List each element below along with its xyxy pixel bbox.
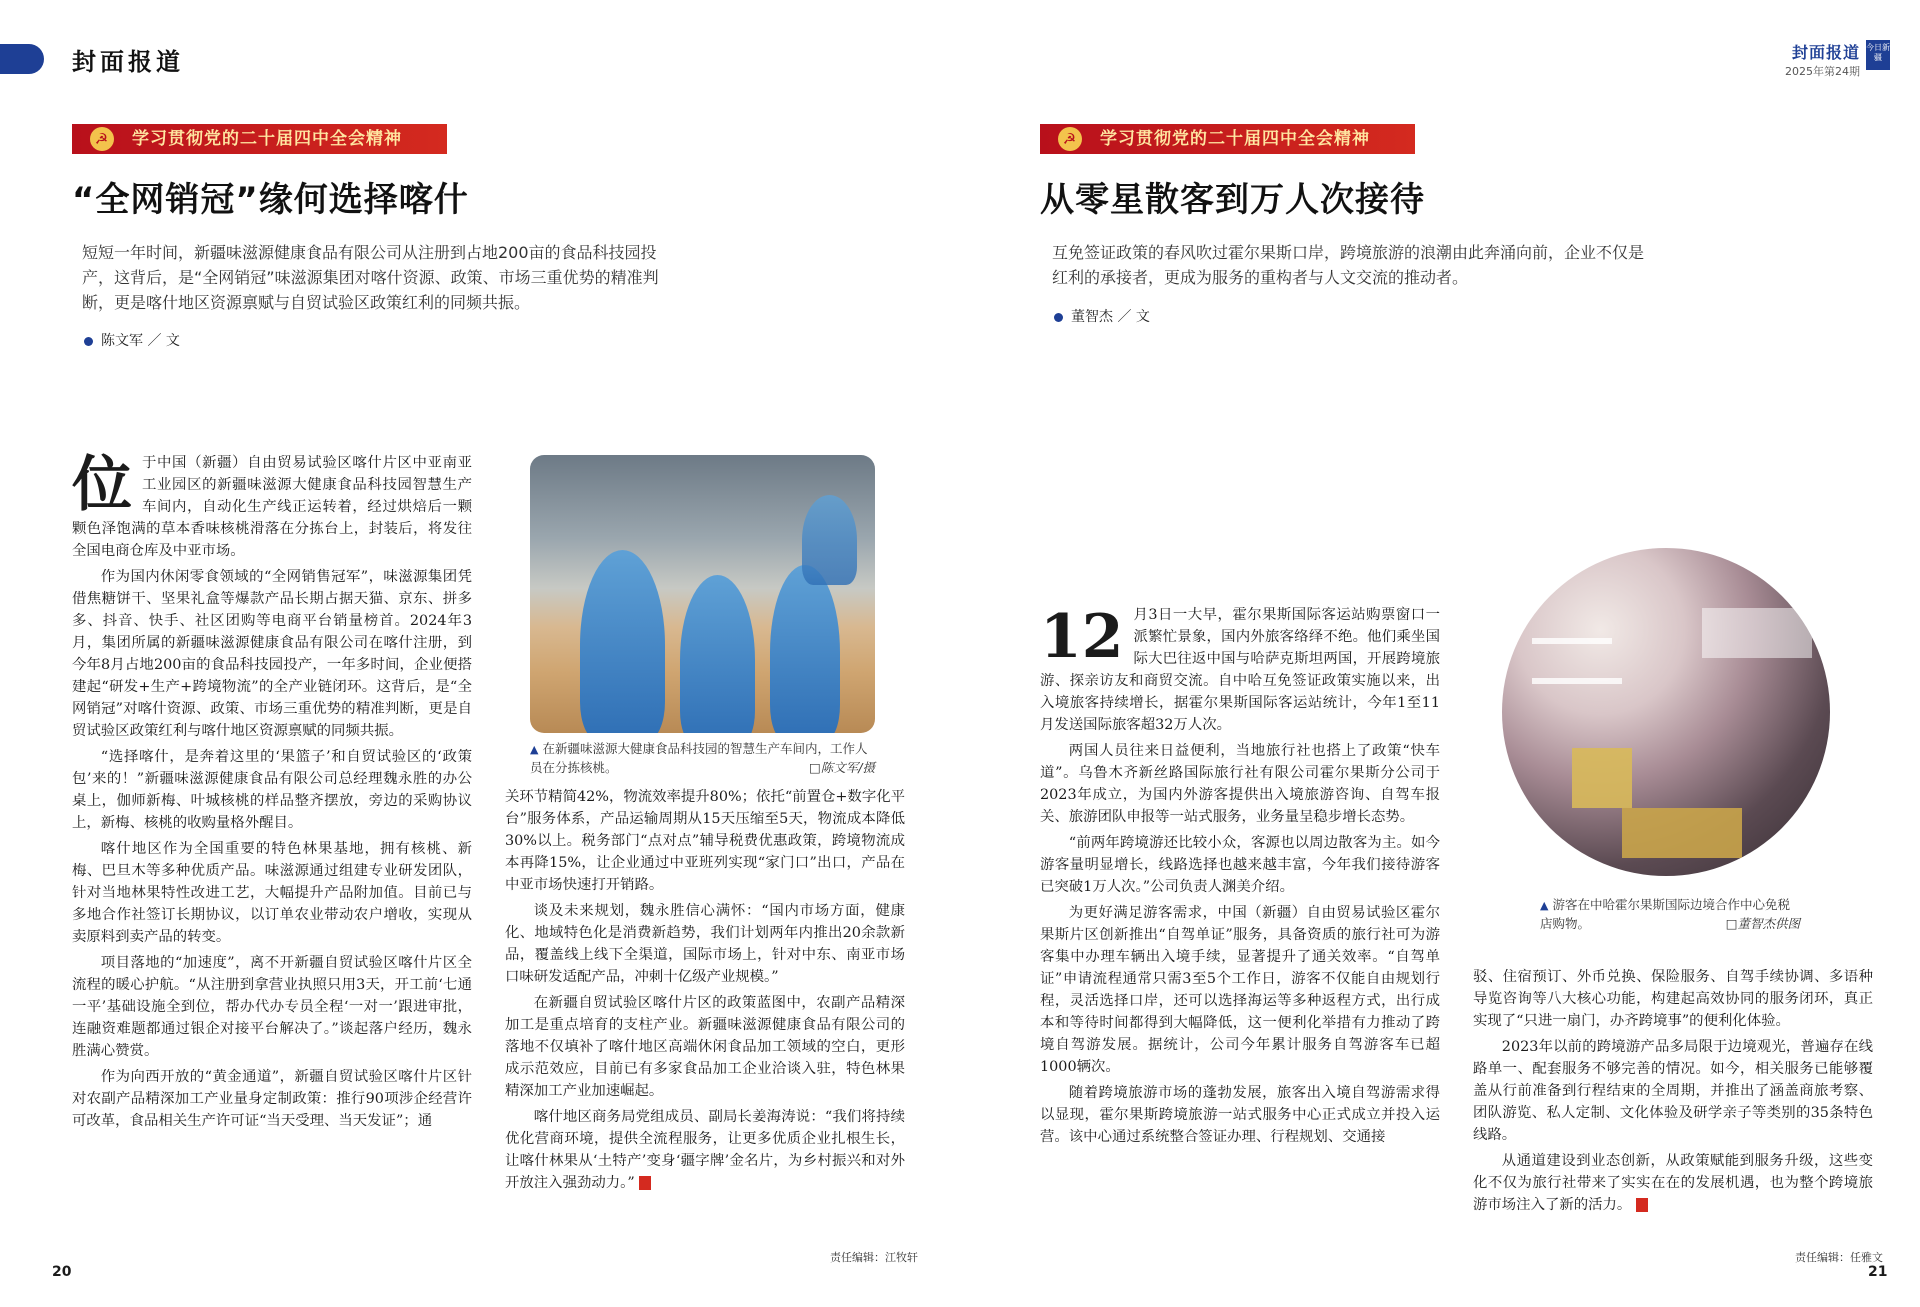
brand-masthead <box>1785 40 1860 79</box>
dutyfree-shop-photo <box>1502 548 1830 876</box>
section-tab <box>0 44 44 74</box>
left-para-1 <box>72 452 472 562</box>
byline-dot-icon <box>1054 313 1063 322</box>
right-para-1 <box>1040 604 1440 736</box>
left-column-1 <box>72 452 472 1136</box>
left-headline: “全网销冠”缘何选择喀什 <box>72 180 469 220</box>
left-lede: 短短一年时间，新疆味滋源健康食品有限公司从注册到占地200亩的食品科技园投产，这背后，是“全网销冠”味滋源集团对喀什资源、政策、市场三重优势的精准判断，更是喀什地区资源禀赋与自贸试验区政策红利的同频共振。 <box>82 243 659 312</box>
page-number-right: 21 <box>1868 1264 1888 1280</box>
left-para-4: 喀什地区作为全国重要的特色林果基地，拥有核桃、新梅、巴旦木等多种优质产品。味滋源通过组建专业研发团队，针对当地林果特性改进工艺，大幅提升产品附加值。目前已与多地合作社签订长期协议，以订单农业带动农户增收，实现从卖原料到卖产品的转变。 <box>72 841 472 945</box>
photo-credit: □陈文军/摄 <box>808 760 875 775</box>
right-para-4: 为更好满足游客需求，中国（新疆）自由贸易试验区霍尔果斯片区创新推出“自驾单证”服务，具备资质的旅行社可为游客集中办理车辆出入境手续，显著提升了通关效率。“自驾单证”申请流程通常只需3至5个工作日，游客不仅能自由规划行程，灵活选择口岸，还可以选择海运等多种返程方式，出行成本和等待时间都得到大幅降低，这一便利化举措有力推动了跨境自驾游发展。据统计，公司今年累计服务自驾游客车已超1000辆次。 <box>1040 905 1440 1075</box>
para-text: 于中国（新疆）自由贸易试验区喀什片区中亚南亚工业园区的新疆味滋源大健康食品科技园智慧生产车间内，自动化生产线正运转着，经过烘焙后一颗颗色泽饱满的草本香味核桃滑落在分拣台上，封装后，将发往全国电商仓库及中亚市场。 <box>72 455 472 559</box>
byline-dot-icon <box>84 337 93 346</box>
photo-credit: □董智杰供图 <box>1725 916 1800 931</box>
section-title: 封面报道 <box>72 47 184 76</box>
caption-triangle-icon: ▲ <box>530 743 539 756</box>
brand-box: 今日新疆 <box>1866 40 1890 70</box>
party-emblem-icon: ☭ <box>90 127 114 151</box>
right-column-1 <box>1040 604 1440 1152</box>
dropcap: 位 <box>72 450 132 520</box>
banner-text: 学习贯彻党的二十届四中全会精神 <box>132 129 402 149</box>
right-para-2: 两国人员往来日益便利，当地旅行社也搭上了政策“快车道”。乌鲁木齐新丝路国际旅行社有限公司霍尔果斯分公司于2023年成立，为国内外游客提供出入境旅游咨询、自驾车报关、旅游团队申报等一站式服务，业务量呈稳步增长态势。 <box>1040 743 1440 825</box>
left-column-2 <box>505 786 905 1198</box>
caption-triangle-icon: ▲ <box>1540 899 1549 912</box>
brand-name: 封面报道 <box>1791 43 1860 62</box>
editor-left: 责任编辑：江牧轩 <box>830 1251 918 1264</box>
left-para-2: 作为国内休闲零食领域的“全网销售冠军”，味滋源集团凭借焦糖饼干、坚果礼盒等爆款产品长期占据天猫、京东、拼多多、抖音、快手、社区团购等电商平台销量榜首。2024年3月，集团所属的新疆味滋源健康食品有限公司在喀什注册，到今年8月占地200亩的食品科技园投产，一年多时间，企业便搭建起“研发+生产+跨境物流”的全产业链闭环。这背后，是“全网销冠”对喀什资源、政策、市场三重优势的精准判断，更是自贸试验区政策红利与喀什地区资源禀赋的同频共振。 <box>72 569 472 739</box>
editor-right: 责任编辑：任雅文 <box>1795 1251 1883 1264</box>
left-para-6: 作为向西开放的“黄金通道”，新疆自贸试验区喀什片区针对农副产品精深加工产业量身定制政策：推行90项涉企经营许可改革，食品相关生产许可证“当天受理、当天发证”；通 <box>72 1069 472 1129</box>
right-lede: 互免签证政策的春风吹过霍尔果斯口岸，跨境旅游的浪潮由此奔涌向前，企业不仅是红利的承接者，更成为服务的重构者与人文交流的推动者。 <box>1052 243 1645 287</box>
left-byline <box>84 330 180 350</box>
caption-text: 在新疆味滋源大健康食品科技园的智慧生产车间内，工作人员在分拣核桃。 <box>530 741 868 775</box>
brand-issue: 2025年第24期 <box>1785 65 1860 78</box>
left-para-3: “选择喀什，是奔着这里的‘果篮子’和自贸试验区的‘政策包’来的！”新疆味滋源健康食品有限公司总经理魏永胜的办公桌上，伽师新梅、叶城核桃的样品整齐摆放，旁边的采购协议上，新梅、核桃的收购量格外醒目。 <box>72 749 472 831</box>
right-col2-para-3 <box>1473 1150 1873 1216</box>
right-banner <box>1040 124 1415 154</box>
page-number-left: 20 <box>52 1264 72 1280</box>
right-col2-para-2: 2023年以前的跨境游产品多局限于边境观光，普遍存在线路单一、配套服务不够完善的情况。如今，相关服务已能够覆盖从行前准备到行程结束的全周期，并推出了涵盖商旅考察、团队游览、私人定制、文化体验及研学亲子等类别的35条特色线路。 <box>1473 1039 1873 1143</box>
right-col2-para-1: 驳、住宿预订、外币兑换、保险服务、自驾手续协调、多语种导览咨询等八大核心功能，构建起高效协同的服务闭环，真正实现了“只进一扇门，办齐跨境事”的便利化体验。 <box>1473 969 1873 1029</box>
left-col2-para-4 <box>505 1106 905 1194</box>
right-photo-caption <box>1540 896 1800 933</box>
right-para-3: “前两年跨境游还比较小众，客源也以周边散客为主。如今游客量明显增长，线路选择也越来越丰富，今年我们接待游客已突破1万人次。”公司负责人渊美介绍。 <box>1040 835 1440 895</box>
para-text: 月3日一大早，霍尔果斯国际客运站购票窗口一派繁忙景象，国内外旅客络绎不绝。他们乘坐国际大巴往返中国与哈萨克斯坦两国，开展跨境旅游、探亲访友和商贸交流。自中哈互免签证政策实施以来，出入境旅客持续增长，据霍尔果斯国际客运站统计，今年1至11月发送国际旅客超32万人次。 <box>1040 607 1440 733</box>
dropcap: 12 <box>1040 602 1124 672</box>
left-col2-para-3: 在新疆自贸试验区喀什片区的政策蓝图中，农副产品精深加工是重点培育的支柱产业。新疆味滋源健康食品有限公司的落地不仅填补了喀什地区高端休闲食品加工领域的空白，更形成示范效应，目前已有多家食品加工企业洽谈入驻，特色林果精深加工产业加速崛起。 <box>505 995 905 1099</box>
right-column-2 <box>1473 966 1873 1220</box>
byline-text: 董智杰 ／ 文 <box>1071 309 1150 325</box>
left-col2-para-1: 关环节精简42%，物流效率提升80%；依托“前置仓+数字化平台”服务体系，产品运输周期从15天压缩至5天，物流成本降低30%以上。税务部门“点对点”辅导税费优惠政策，跨境物流成本再降15%，让企业通过中亚班列实现“家门口”出口，产品在中亚市场快速打开销路。 <box>505 789 905 893</box>
right-para-5: 随着跨境旅游市场的蓬勃发展，旅客出入境自驾游需求得以显现，霍尔果斯跨境旅游一站式服务中心正式成立并投入运营。该中心通过系统整合签证办理、行程规划、交通接 <box>1040 1085 1440 1145</box>
end-mark-icon: J <box>639 1176 651 1190</box>
para-text: 从通道建设到业态创新，从政策赋能到服务升级，这些变化不仅为旅行社带来了实实在在的发展机遇，也为整个跨境旅游市场注入了新的活力。 <box>1473 1153 1873 1213</box>
left-banner <box>72 124 447 154</box>
para-text: 喀什地区商务局党组成员、副局长姜海涛说：“我们将持续优化营商环境，提供全流程服务，让更多优质企业扎根生长，让喀什林果从‘土特产’变身‘疆字牌’金名片，为乡村振兴和对外开放注入强劲动力。” <box>505 1109 905 1191</box>
party-emblem-icon: ☭ <box>1058 127 1082 151</box>
left-photo-caption <box>530 740 875 777</box>
factory-photo <box>530 455 875 733</box>
byline-text: 陈文军 ／ 文 <box>101 333 180 349</box>
right-headline: 从零星散客到万人次接待 <box>1040 180 1425 220</box>
right-byline <box>1054 306 1150 326</box>
caption-text: 游客在中哈霍尔果斯国际边境合作中心免税店购物。 <box>1540 897 1790 931</box>
left-col2-para-2: 谈及未来规划，魏永胜信心满怀：“国内市场方面，健康化、地域特色化是消费新趋势，我们计划两年内推出20余款新品，覆盖线上线下全渠道，国际市场上，针对中东、南亚市场口味研发适配产品，冲刺十亿级产业规模。” <box>505 903 905 985</box>
banner-text: 学习贯彻党的二十届四中全会精神 <box>1100 129 1370 149</box>
left-para-5: 项目落地的“加速度”，离不开新疆自贸试验区喀什片区全流程的暖心护航。“从注册到拿营业执照只用3天，开工前‘七通一平’基础设施全到位，帮办代办专员全程‘一对一’跟进审批，连融资难题都通过银企对接平台解决了。”谈起落户经历，魏永胜满心赞赏。 <box>72 955 472 1059</box>
end-mark-icon: J <box>1636 1198 1648 1212</box>
